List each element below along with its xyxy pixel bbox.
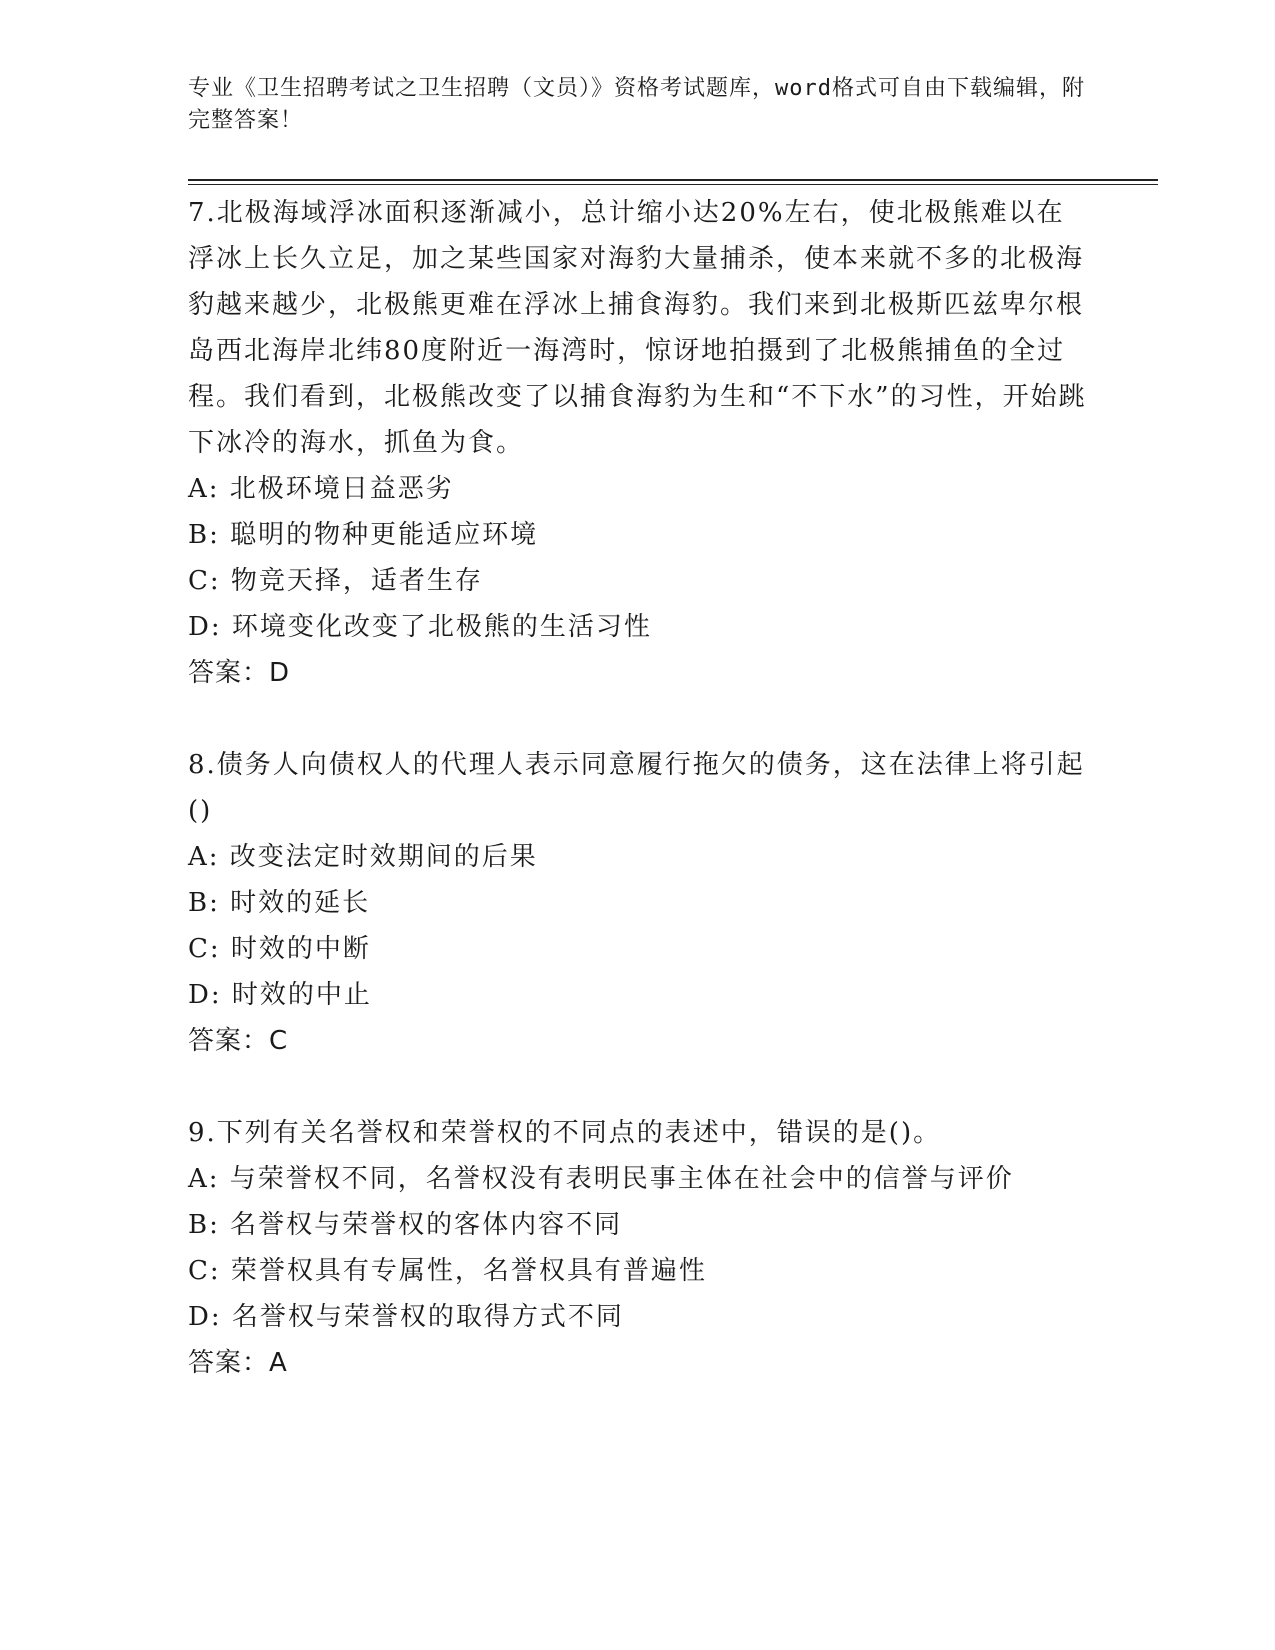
document-header: 专业《卫生招聘考试之卫生招聘（文员）》资格考试题库，word格式可自由下载编辑，附完整答案！ xyxy=(188,76,1085,133)
option-d: D: 时效的中止 xyxy=(188,980,372,1010)
option-c: C: 物竞天择，适者生存 xyxy=(188,566,483,596)
question-stem: 8.债务人向债权人的代理人表示同意履行拖欠的债务，这在法律上将引起() xyxy=(188,750,1085,826)
option-c: C: 时效的中断 xyxy=(188,934,371,964)
question-7 xyxy=(188,190,1088,696)
question-list xyxy=(188,190,1088,1432)
answer-label: 答案：C xyxy=(188,1026,289,1056)
option-b: B: 时效的延长 xyxy=(188,888,371,918)
header-rule-thick xyxy=(188,179,1158,181)
answer-label: 答案：A xyxy=(188,1348,288,1378)
header-rule-thin xyxy=(188,184,1158,185)
question-9 xyxy=(188,1110,1088,1386)
answer-label: 答案：D xyxy=(188,658,291,688)
option-d: D: 名誉权与荣誉权的取得方式不同 xyxy=(188,1302,624,1332)
option-a: A: 与荣誉权不同，名誉权没有表明民事主体在社会中的信誉与评价 xyxy=(188,1164,1014,1194)
question-8 xyxy=(188,742,1088,1064)
option-d: D: 环境变化改变了北极熊的生活习性 xyxy=(188,612,652,642)
option-c: C: 荣誉权具有专属性，名誉权具有普遍性 xyxy=(188,1256,707,1286)
option-b: B: 名誉权与荣誉权的客体内容不同 xyxy=(188,1210,623,1240)
option-b: B: 聪明的物种更能适应环境 xyxy=(188,520,539,550)
option-a: A: 改变法定时效期间的后果 xyxy=(188,842,538,872)
question-stem: 9.下列有关名誉权和荣誉权的不同点的表述中，错误的是()。 xyxy=(188,1118,942,1148)
option-a: A: 北极环境日益恶劣 xyxy=(188,474,454,504)
question-stem: 7.北极海域浮冰面积逐渐减小，总计缩小达20%左右，使北极熊难以在浮冰上长久立足，加之某些国家对海豹大量捕杀，使本来就不多的北极海豹越来越少，北极熊更难在浮冰上捕食海豹。我们来到北极斯匹兹卑尔根岛西北海岸北纬80度附近一海湾时，惊讶地拍摄到了北极熊捕鱼的全过程。我们看到，北极熊改变了以捕食海豹为生和“不下水”的习性，开始跳下冰冷的海水，抓鱼为食。 xyxy=(188,198,1087,458)
